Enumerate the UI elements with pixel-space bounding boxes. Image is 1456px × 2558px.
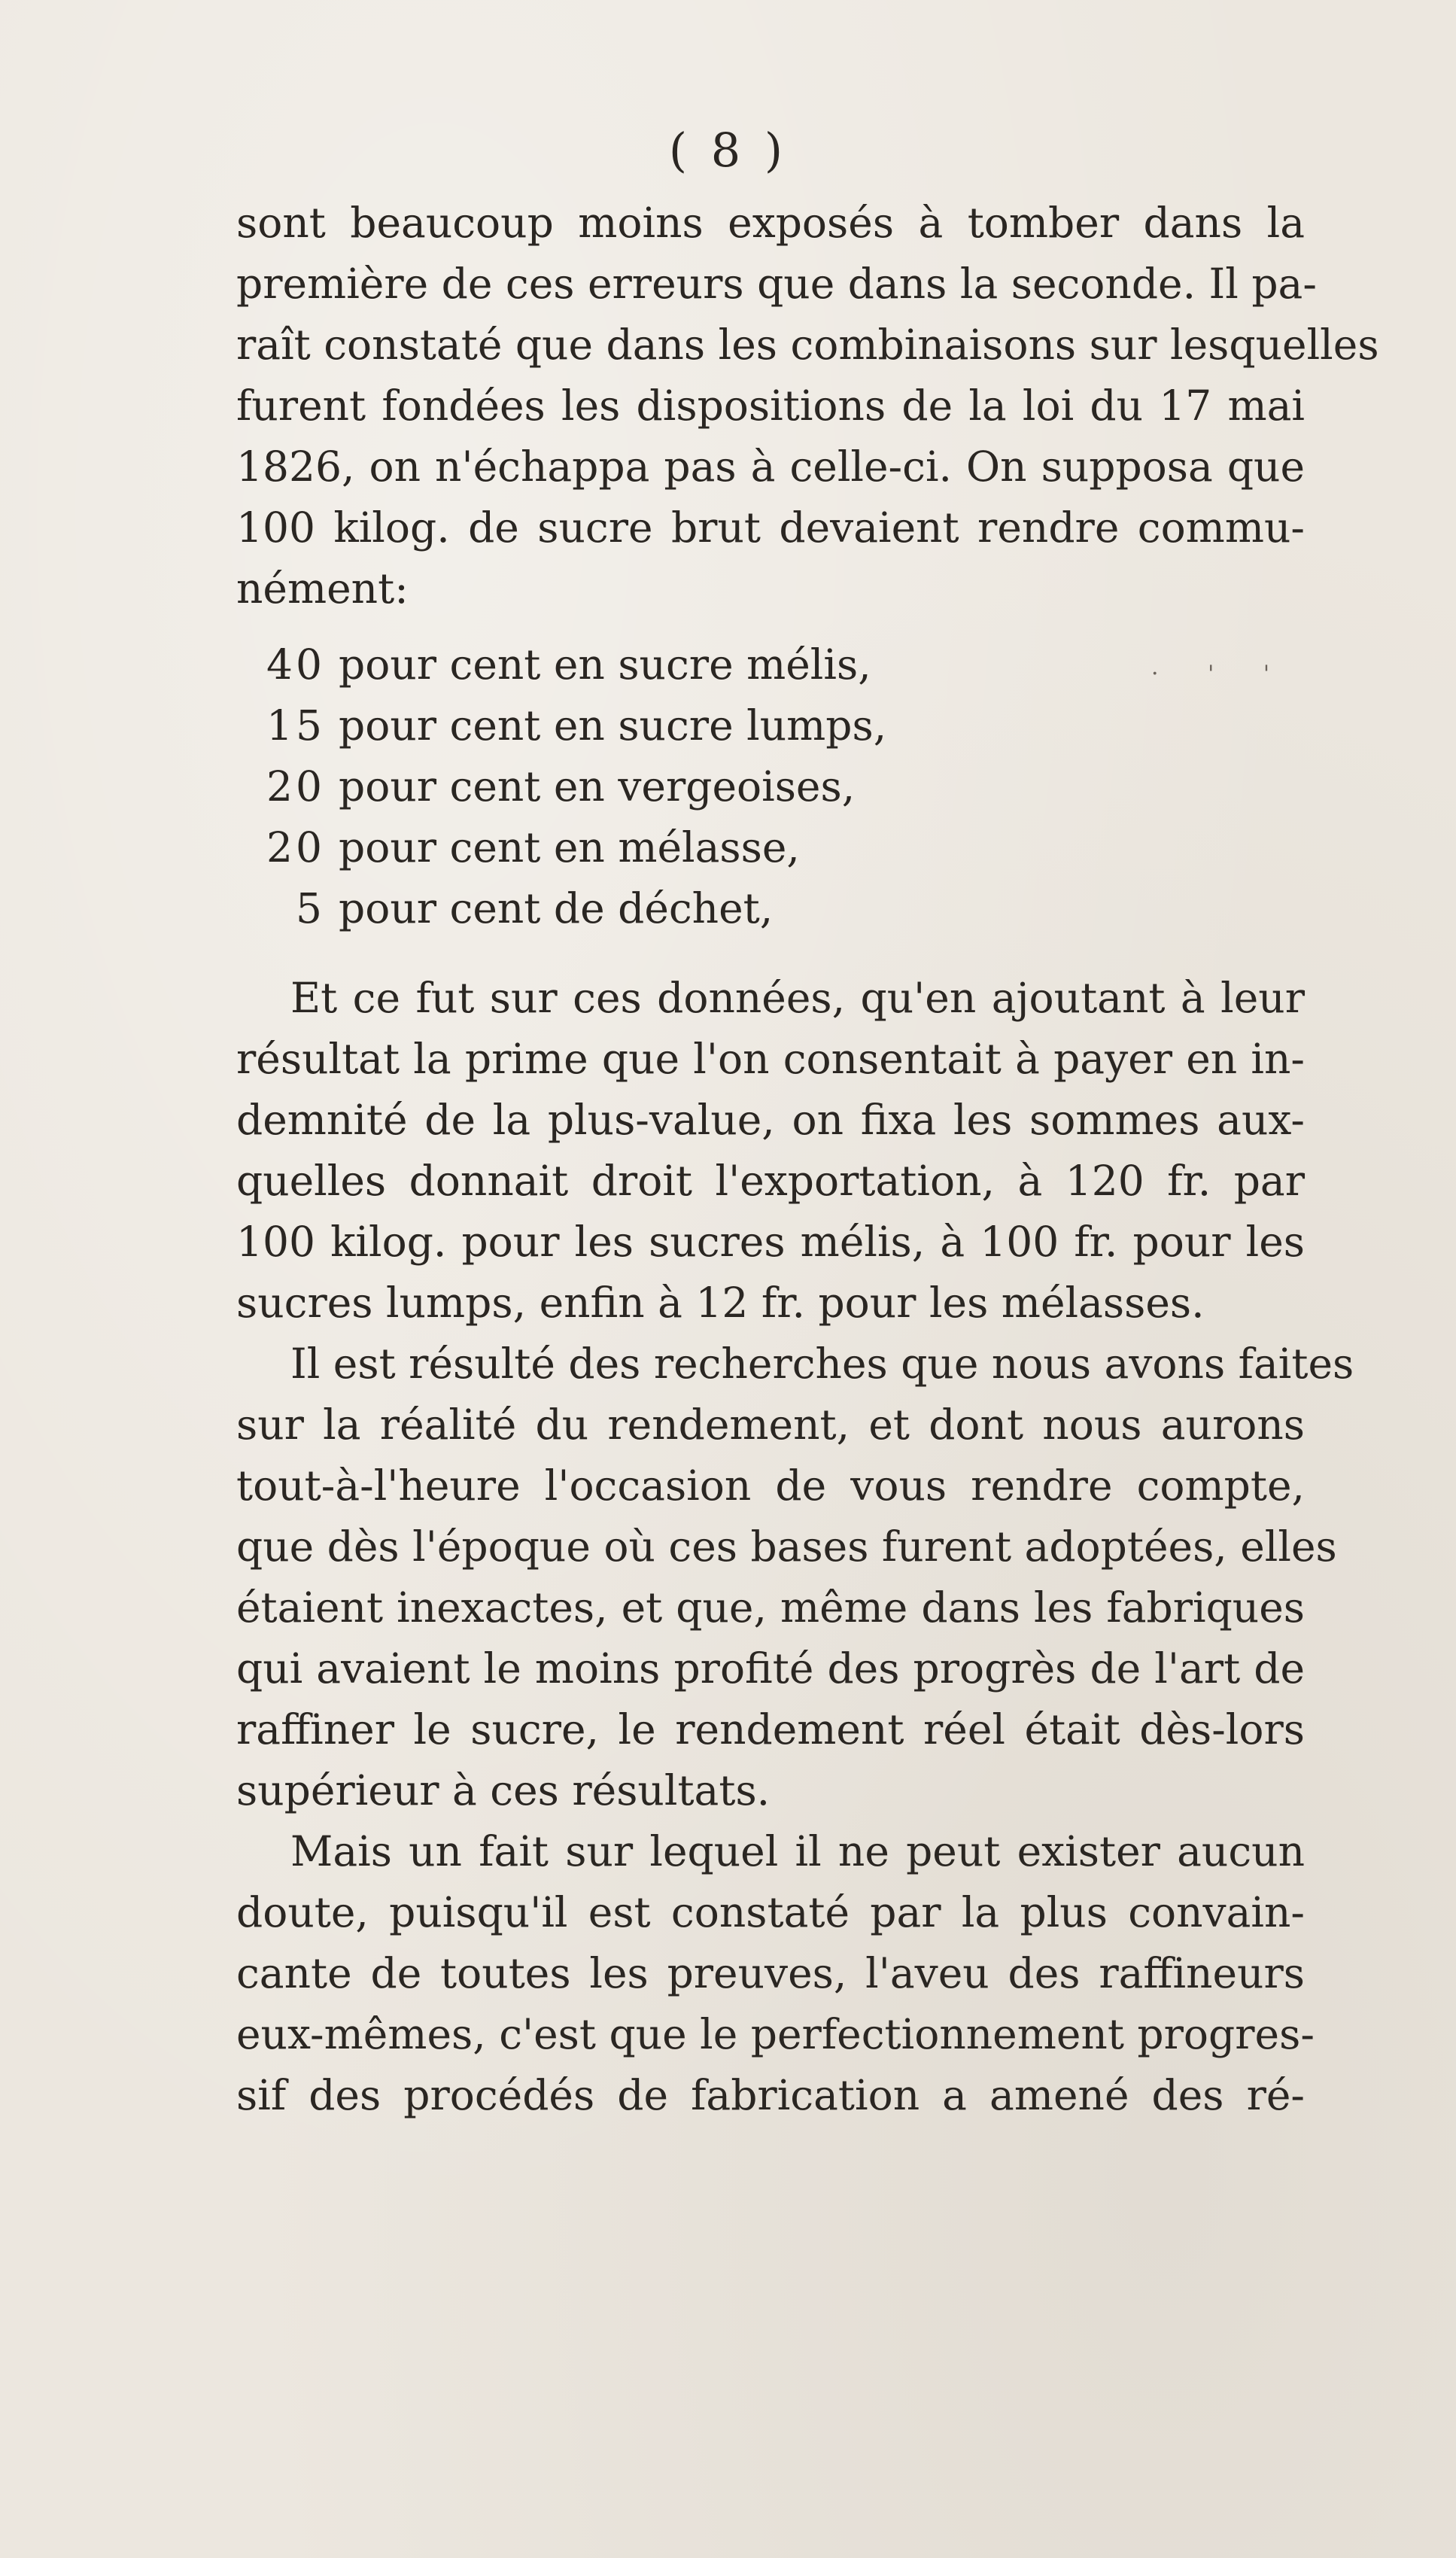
paragraph-1	[236, 193, 1379, 619]
paragraph-2	[236, 968, 1305, 1334]
text-line: demnité de la plus-value, on fixa les sommes aux-	[236, 1096, 1305, 1144]
text-line: 100 kilog. pour les sucres mélis, à 100 fr. pour les	[236, 1218, 1305, 1266]
list-item	[236, 695, 1305, 756]
text-line: tout-à-l'heure l'occasion de vous rendre compte,	[236, 1461, 1305, 1510]
list-item	[236, 817, 1305, 878]
text-line: Mais un fait sur lequel il ne peut exister aucun	[290, 1827, 1305, 1875]
percent-value: 20	[266, 762, 325, 811]
list-item	[236, 878, 1305, 939]
text-line: sur la réalité du rendement, et dont nous aurons	[236, 1401, 1305, 1449]
paragraph-4	[236, 1821, 1315, 2126]
text-line: 1826, on n'échappa pas à celle-ci. On supposa que	[236, 443, 1305, 491]
ink-specks: · ' '	[1151, 661, 1291, 687]
text-line: première de ces erreurs que dans la seconde. Il pa-	[236, 260, 1317, 308]
percent-value: 40	[266, 640, 325, 689]
text-line: eux-mêmes, c'est que le perfectionnement progres-	[236, 2010, 1315, 2058]
text-line: résultat la prime que l'on consentait à payer en in-	[236, 1035, 1305, 1083]
text-line: sucres lumps, enfin à 12 fr. pour les mélasses.	[236, 1279, 1205, 1327]
percent-value: 15	[266, 701, 325, 750]
list-item-text: pour cent de déchet,	[339, 884, 774, 932]
text-line: 100 kilog. de sucre brut devaient rendre commu-	[236, 503, 1305, 552]
paragraph-3	[236, 1334, 1354, 1821]
text-line: quelles donnait droit l'exportation, à 120 fr. par	[236, 1157, 1305, 1205]
list-item	[236, 756, 1305, 817]
text-line: Il est résulté des recherches que nous avons faites	[290, 1340, 1354, 1388]
list-item-text: pour cent en vergeoises,	[339, 762, 856, 811]
list-item-text: pour cent en sucre mélis,	[339, 640, 871, 689]
text-line: furent fondées les dispositions de la loi du 17 mai	[236, 382, 1305, 430]
text-line: étaient inexactes, et que, même dans les fabriques	[236, 1583, 1305, 1632]
text-line: raît constaté que dans les combinaisons sur lesquelles	[236, 321, 1379, 369]
text-line: que dès l'époque où ces bases furent adoptées, elles	[236, 1522, 1337, 1571]
page-number: ( 8 )	[668, 123, 788, 178]
yield-list	[236, 634, 1305, 939]
list-item	[236, 634, 1305, 695]
text-line: sont beaucoup moins exposés à tomber dans la	[236, 199, 1305, 247]
text-line: raffiner le sucre, le rendement réel était dès-lors	[236, 1705, 1305, 1753]
list-item-text: pour cent en sucre lumps,	[339, 701, 887, 750]
text-line: cante de toutes les preuves, l'aveu des raffineurs	[236, 1949, 1305, 1997]
text-line: supérieur à ces résultats.	[236, 1766, 771, 1814]
text-line: sif des procédés de fabrication a amené des ré-	[236, 2071, 1305, 2119]
list-item-text: pour cent en mélasse,	[339, 823, 800, 871]
text-line: nément:	[236, 564, 409, 613]
percent-value: 20	[266, 823, 325, 871]
text-line: Et ce fut sur ces données, qu'en ajoutant à leur	[290, 974, 1305, 1022]
text-line: doute, puisqu'il est constaté par la plus convain-	[236, 1888, 1305, 1936]
text-line: qui avaient le moins profité des progrès de l'art de	[236, 1644, 1305, 1693]
body-text	[236, 193, 1379, 2126]
percent-value: 5	[296, 884, 325, 932]
